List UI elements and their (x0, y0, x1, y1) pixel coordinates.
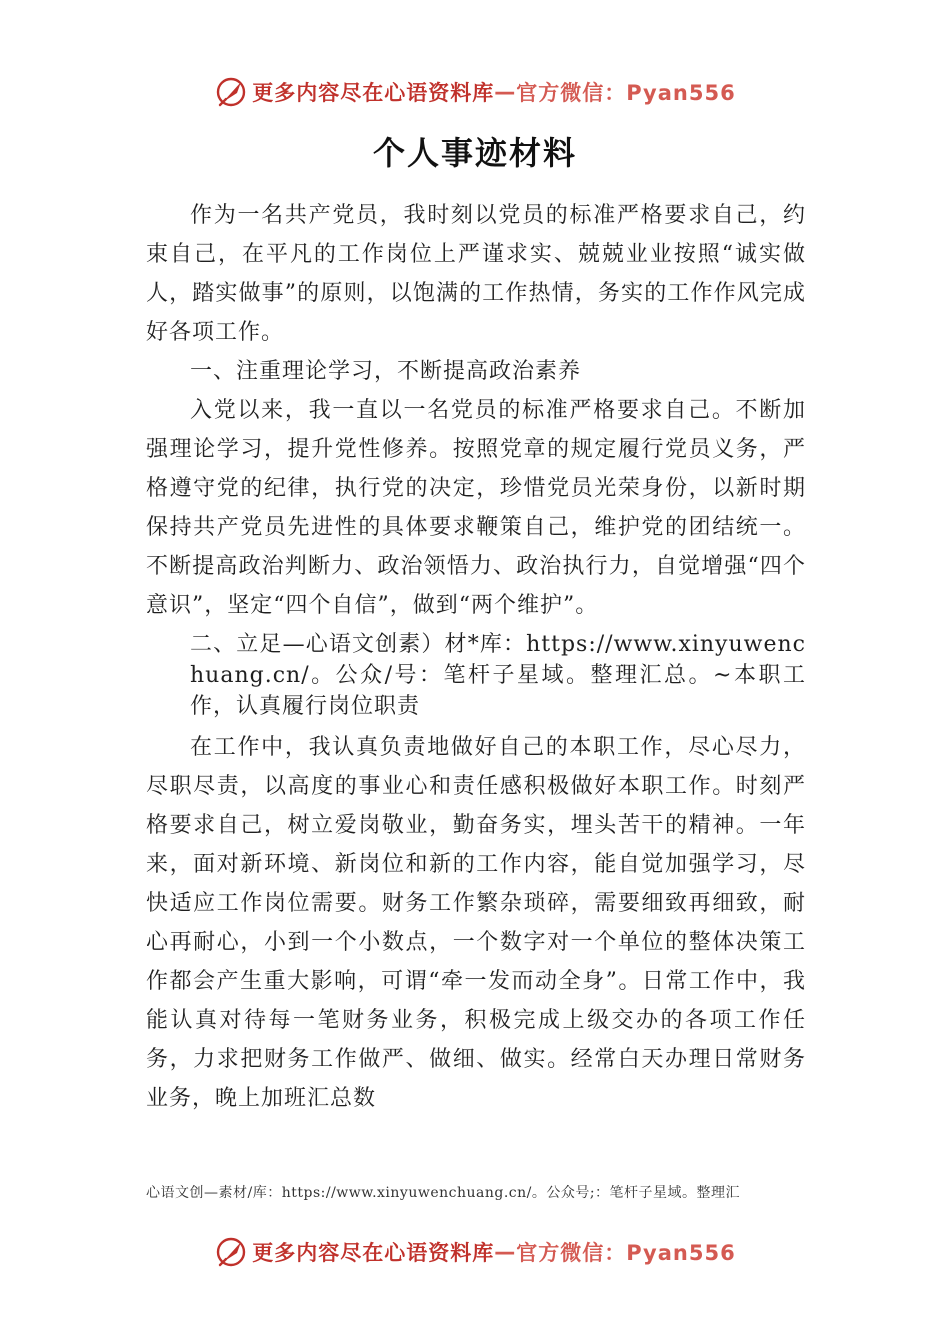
document-title: 个人事迹材料 (372, 134, 577, 172)
section-1-paragraph: 入党以来，我一直以一名党员的标准严格要求自己。不断加强理论学习，提升党性修养。按照党章的规定履行党员义务，严格遵守党的纪律，执行党的决定，珍惜党员光荣身份，以新时期保持共产党员先进性的具体要求鞭策自己，维护党的团结统一。不断提高政治判断力、政治领悟力、政治执行力，自觉增强“四个意识”，坚定“四个自信”，做到“两个维护”。 (146, 398, 806, 618)
banner-dash: — (494, 1240, 517, 1264)
watermark-banner-bottom (0, 1230, 950, 1274)
banner-dash: — (494, 80, 517, 104)
watermark-banner-top (0, 70, 950, 114)
section-2-paragraph: 在工作中，我认真负责地做好自己的本职工作，尽心尽力，尽职尽责，以高度的事业心和责任感积极做好本职工作。时刻严格要求自己，树立爱岗敬业，勤奋务实，埋头苦干的精神。一年来，面对新环境、新岗位和新的工作内容，能自觉加强学习，尽快适应工作岗位需要。财务工作繁杂琐碎，需要细致再细致，耐心再耐心，小到一个小数点，一个数字对一个单位的整体决策工作都会产生重大影响，可谓“牵一发而动全身”。日常工作中，我能认真对待每一笔财务业务，积极完成上级交办的各项工作任务，力求把财务工作做严、做细、做实。经常白天办理日常财务业务，晚上加班汇总数 (146, 735, 806, 1111)
banner-wechat-text: 官方微信：Pyan556 (516, 1241, 736, 1265)
banner-main-text: 更多内容尽在心语资料库 (252, 1241, 495, 1265)
banner-main-text: 更多内容尽在心语资料库 (252, 81, 495, 105)
document-body (146, 196, 806, 1118)
section-heading-2: 二、立足—心语文创素）材*库：https://www.xinyuwenchuang.cn/。公众/号：笔杆子星域。整理汇总。~本职工作，认真履行岗位职责 (190, 632, 806, 719)
banner-wechat-text: 官方微信：Pyan556 (516, 81, 736, 105)
intro-paragraph: 作为一名共产党员，我时刻以党员的标准严格要求自己，约束自己，在平凡的工作岗位上严谨求实、兢兢业业按照“诚实做人，踏实做事”的原则，以饱满的工作热情，务实的工作作风完成好各项工作。 (146, 203, 806, 345)
page-footer-source-line: 心语文创—素材/库：https://www.xinyuwenchuang.cn/。公众号;：笔杆子星域。整理汇 (146, 1185, 741, 1201)
quill-logo-icon (214, 75, 248, 109)
quill-logo-icon (214, 1235, 248, 1269)
section-heading-1: 一、注重理论学习，不断提高政治素养 (190, 359, 582, 384)
